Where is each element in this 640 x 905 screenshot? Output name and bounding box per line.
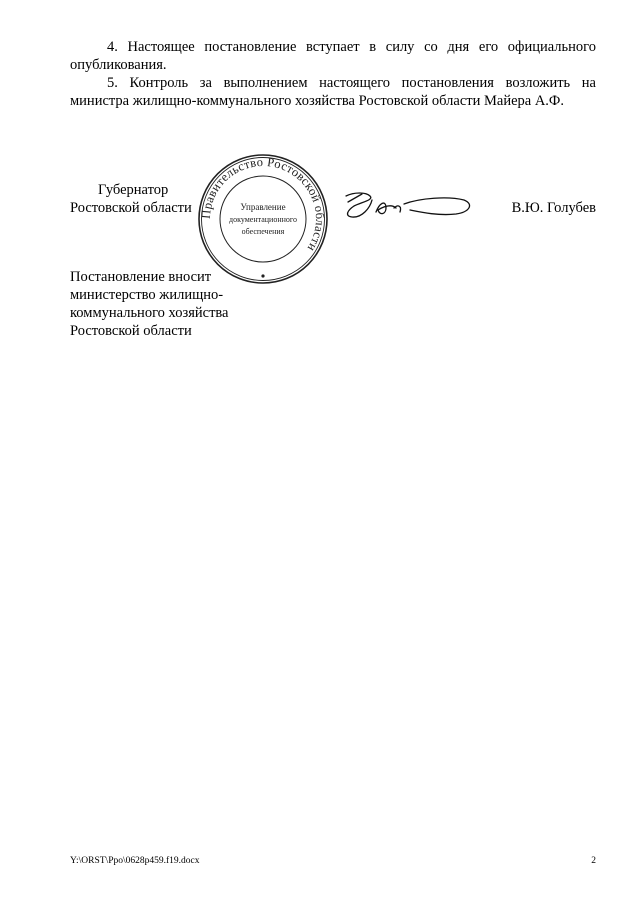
submitter-block <box>70 268 229 340</box>
seal-inner-line3: обеспечения <box>241 227 285 236</box>
document-body <box>70 38 596 110</box>
footer-page-number: 2 <box>591 856 596 866</box>
submitter-line4: Ростовской области <box>70 323 192 339</box>
seal-outer-text: Правительство Ростовской области <box>198 154 328 255</box>
submitter-line1: Постановление вносит <box>70 269 212 285</box>
seal-dot <box>261 274 264 277</box>
official-seal <box>196 152 330 286</box>
signer-title-line2: Ростовской области <box>70 200 192 216</box>
seal-inner-line2: документационного <box>229 215 297 224</box>
paragraph-5: 5. Контроль за выполнением настоящего постановления возложить на министра жилищно-коммунального хозяйства Ростовской области Майера А.Ф. <box>70 75 596 109</box>
submitter-line2: министерство жилищно- <box>70 287 224 303</box>
footer-file-path: Y:\ORST\Ppo\0628p459.f19.docx <box>70 856 200 866</box>
signer-title <box>70 181 192 217</box>
signer-title-line1: Губернатор <box>98 182 169 198</box>
handwritten-signature <box>340 186 476 226</box>
seal-inner-line1: Управление <box>240 202 286 212</box>
signer-name: В.Ю. Голубев <box>511 200 596 216</box>
submitter-line3: коммунального хозяйства <box>70 305 229 321</box>
paragraph-4: 4. Настоящее постановление вступает в силу со дня его официального опубликования. <box>70 39 596 73</box>
